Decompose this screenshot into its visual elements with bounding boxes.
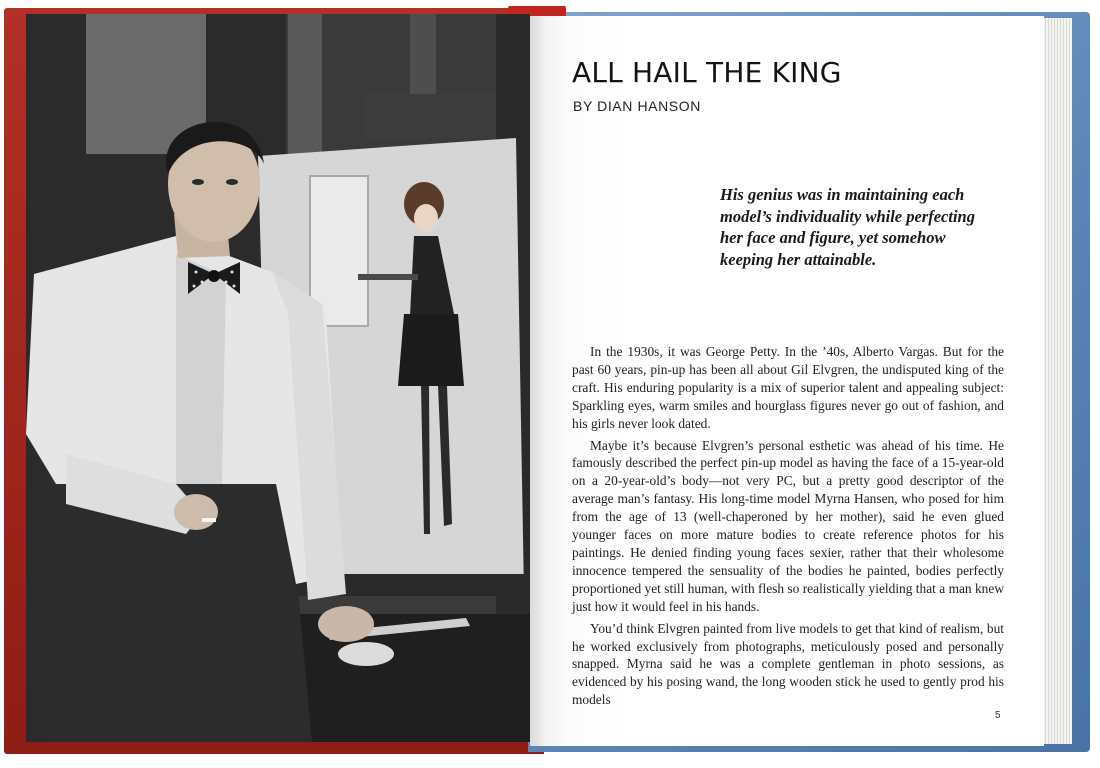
page-number: 5 [995,710,1001,721]
pull-quote-line: His genius was in maintaining each [720,185,965,204]
pull-quote-line: keeping her attainable. [720,249,877,269]
page-edges [1040,18,1072,744]
pull-quote [720,184,990,270]
pull-quote-line: her face and figure, yet somehow [720,228,946,247]
article-title: ALL HAIL THE KING [572,56,842,89]
text-page [530,16,1044,746]
article-byline: BY DIAN HANSON [573,98,701,114]
body-paragraph: Maybe it’s because Elvgren’s personal esthetic was ahead of his time. He famously described the perfect pin-up model as having the face of a 15-year-old on a 20-year-old’s body—not very PC, but a pretty good descriptor of the average man’s fantasy. His long-time model Myrna Hansen, who posed for him from the age of 13 (well-chaperoned by her mother), said he even glued younger faces on more mature bodies to create reference photos for his paintings. He denied finding young faces sexier, rather that their wholesome innocence tempered the sensuality of the bodies he painted, bodies perfectly proportioned yet still human, with flesh so realistically yielding that a man knew just how it would feel in his hands. [572,437,1004,614]
artist-photograph [26,14,530,742]
pull-quote-line: model’s individuality while perfecting [720,206,975,226]
body-paragraph: You’d think Elvgren painted from live models to get that kind of realism, but he worked exclusively from photographs, meticulously posed and personally snapped. Myrna said he was a complete gentleman in photo sessions, as evidenced by his posing wand, the long wooden stick he used to gently prod his models [572,620,1004,708]
article-body [572,343,1004,713]
body-paragraph: In the 1930s, it was George Petty. In the ’40s, Alberto Vargas. But for the past 60 years, pin-up has been all about Gil Elvgren, the undisputed king of the craft. His enduring popularity is a mix of superior talent and appealing subject: Sparkling eyes, warm smiles and hourglass figures never go out of fashion, and his girls never look dated. [572,344,1004,431]
